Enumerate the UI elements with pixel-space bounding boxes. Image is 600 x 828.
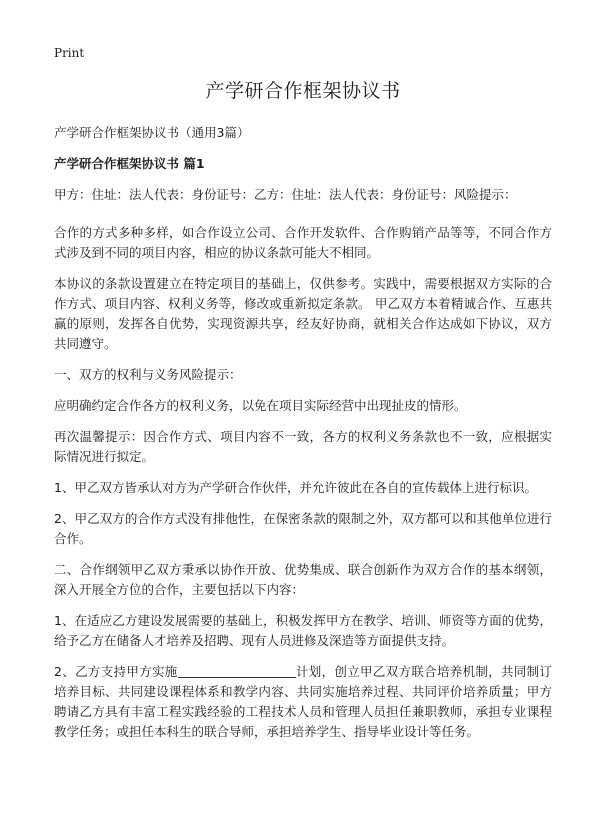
document-subtitle: 产学研合作框架协议书（通用3篇） (54, 125, 250, 140)
outline-item-2-rest: 计划，创立甲乙双方联合培养机制，共同制订培养目标、共同建设课程体系和教学内容、共同实施培养过程、共同评价培养质量；甲方聘请乙方具有丰富工程实践经验的工程技术人员和管理人员担任兼职教师，承担专业课程教学任务；或担任本科生的联合导师，承担培养学生、指导毕业设计等任务。 (54, 664, 552, 739)
paragraph-cooperation-outline: 二、合作纲领甲乙双方秉承以协作开放、优势集成、联合创新作为双方合作的基本纲领，深入开展全方位的合作，主要包括以下内容： (54, 562, 552, 597)
paragraph-rights-heading: 一、双方的权利与义务风险提示： (54, 367, 242, 382)
paragraph-outline-item-1: 1、在适应乙方建设发展需要的基础上，积极发挥甲方在教学、培训、师资等方面的优势，给予乙方在储备人才培养及招聘、现有人员进修及深造等方面提供支持。 (54, 613, 552, 648)
fill-in-blank (178, 663, 296, 678)
paragraph-clause-2: 2、甲乙双方的合作方式没有排他性，在保密条款的限制之外，双方都可以和其他单位进行合作。 (54, 511, 552, 546)
paragraph-parties: 甲方：住址：法人代表：身份证号：乙方：住址：法人代表：身份证号：风险提示： (54, 187, 517, 202)
paragraph-rights-tip: 应明确约定合作各方的权利义务，以免在项目实际经营中出现扯皮的情形。 (54, 398, 467, 413)
paragraph-clause-1: 1、甲乙双方皆承认对方为产学研合作伙伴，并允许彼此在各自的宣传载体上进行标识。 (54, 480, 537, 495)
page-title: 产学研合作框架协议书 (205, 80, 401, 102)
paragraph-agreement-basis: 本协议的条款设置建立在特定项目的基础上，仅供参考。实践中，需要根据双方实际的合作方式、项目内容、权利义务等，修改或重新拟定条款。 甲乙双方本着精诚合作、互惠共赢的原则，发挥各自优势，实现资源共享，经友好协商，就相关合作达成如下协议，双方共同遵守。 (54, 276, 552, 351)
paragraph-outline-item-2 (54, 662, 552, 742)
paragraph-reminder: 再次温馨提示：因合作方式、项目内容不一致，各方的权利义务条款也不一致，应根据实际情况进行拟定。 (54, 429, 552, 464)
section-heading: 产学研合作框架协议书 篇1 (54, 156, 205, 171)
paragraph-cooperation-modes: 合作的方式多种多样，如合作设立公司、合作开发软件、合作购销产品等等，不同合作方式涉及到不同的项目内容，相应的协议条款可能大不相同。 (54, 225, 552, 260)
document-body (54, 78, 552, 753)
print-link[interactable]: Print (54, 46, 85, 60)
outline-item-2-start: 2、乙方支持甲方实施 (54, 664, 178, 679)
